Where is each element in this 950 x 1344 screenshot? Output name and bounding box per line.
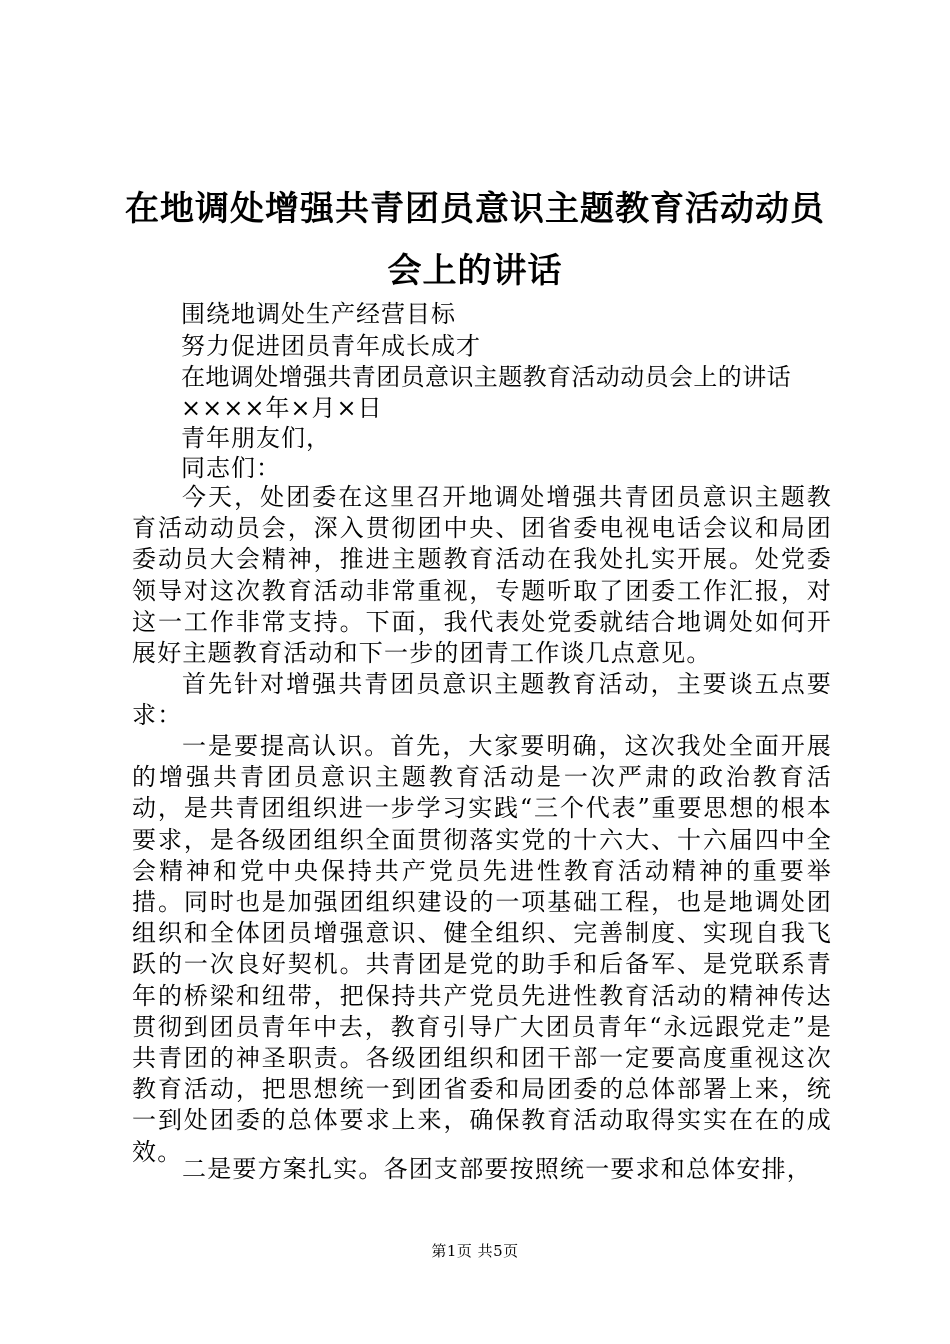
paragraph-3: 一是要提高认识。首先，大家要明确，这次我处全面开展的增强共青团员意识主题教育活动是一次严肃的政治教育活动，是共青团组织进一步学习实践“三个代表”重要思想的根本要求，是各级团组织全面贯彻落实党的十六大、十六届四中全会精神和党中央保持共产党员先进性教育活动精神的重要举措。同时也是加强团组织建设的一项基础工程，也是地调处团组织和全体团员增强意识、健全组织、完善制度、实现自我飞跃的一次良好契机。共青团是党的助手和后备军、是党联系青年的桥梁和纽带，把保持共产党员先进性教育活动的精神传达贯彻到团员青年中去，教育引导广大团员青年“永远跟党走”是共青团的神圣职责。各级团组织和团干部一定要高度重视这次教育活动，把思想统一到团省委和局团委的总体部署上来，统一到处团委的总体要求上来，确保教育活动取得实实在在的成效。 <box>132 732 832 1166</box>
speech-date: ××××年×月×日 <box>181 394 383 422</box>
salutation-1: 青年朋友们， <box>181 424 331 452</box>
paragraph-2: 首先针对增强共青团员意识主题教育活动，主要谈五点要求： <box>132 670 832 730</box>
document-title-line-1: 在地调处增强共青团员意识主题教育活动动员 <box>125 189 825 229</box>
subtitle-1: 围绕地调处生产经营目标 <box>181 300 456 328</box>
subtitle-3: 在地调处增强共青团员意识主题教育活动动员会上的讲话 <box>181 363 791 391</box>
document-title-line-2: 会上的讲话 <box>387 251 563 291</box>
paragraph-4: 二是要方案扎实。各团支部要按照统一要求和总体安排， <box>182 1155 812 1183</box>
paragraph-1: 今天，处团委在这里召开地调处增强共青团员意识主题教育活动动员会，深入贯彻团中央、团省委电视电话会议和局团委动员大会精神，推进主题教育活动在我处扎实开展。处党委领导对这次教育活动非常重视，专题听取了团委工作汇报，对这一工作非常支持。下面，我代表处党委就结合地调处如何开展好主题教育活动和下一步的团青工作谈几点意见。 <box>132 483 832 668</box>
subtitle-2: 努力促进团员青年成长成才 <box>181 332 481 360</box>
salutation-2: 同志们： <box>181 454 281 482</box>
page-indicator: 第1页 共5页 <box>431 1242 519 1260</box>
